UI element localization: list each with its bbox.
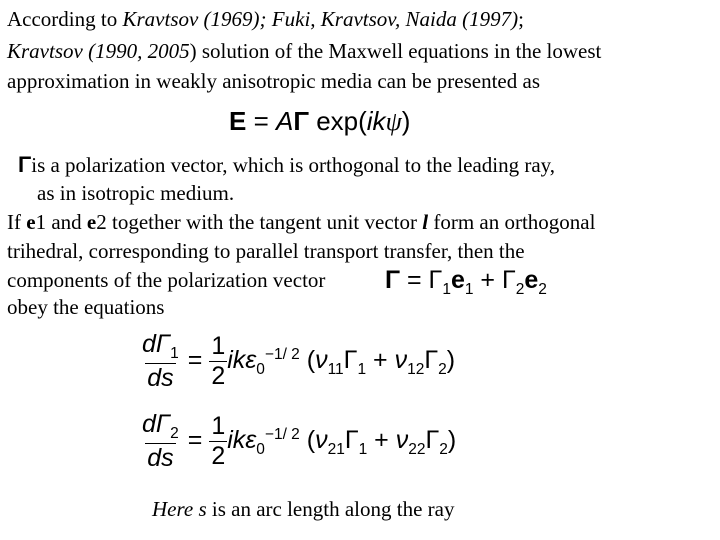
footer-note bbox=[152, 496, 454, 522]
isotropic-line: as in isotropic medium. bbox=[37, 181, 235, 205]
numerator-subscript: 1 bbox=[170, 345, 179, 362]
e1-subscript: 1 bbox=[464, 281, 474, 298]
open-paren: ( bbox=[306, 426, 316, 455]
text-if: If bbox=[7, 210, 27, 234]
intro-text: According to bbox=[7, 7, 123, 31]
fraction-numerator bbox=[140, 410, 181, 443]
e1-vector: e bbox=[450, 266, 465, 294]
amplitude: A bbox=[275, 106, 294, 136]
nu-1-subscript: 21 bbox=[327, 441, 345, 459]
open-paren: ( bbox=[306, 346, 316, 375]
nu-1: ν bbox=[315, 426, 328, 455]
ik-epsilon: ikε bbox=[227, 346, 257, 375]
intro-text: ) solution of the Maxwell equations in the lowest bbox=[189, 39, 602, 63]
derivative-fraction bbox=[140, 330, 181, 393]
plus-sign: + bbox=[367, 426, 396, 455]
gamma-vector: Γ bbox=[385, 266, 401, 294]
gamma-2: Γ bbox=[501, 266, 516, 294]
gamma-symbol: Γ bbox=[18, 152, 32, 177]
e1-vector: e bbox=[26, 210, 36, 234]
intro-line-2 bbox=[7, 38, 601, 64]
epsilon-subscript: 0 bbox=[256, 441, 265, 459]
close-paren: ) bbox=[446, 346, 456, 375]
nu-2: ν bbox=[395, 426, 409, 455]
e2-vector: e bbox=[524, 266, 539, 294]
gamma-2: Γ bbox=[425, 426, 440, 455]
intro-line-1 bbox=[7, 6, 524, 32]
equals-sign: = bbox=[246, 106, 276, 136]
half-numerator: 1 bbox=[211, 412, 226, 440]
equals-sign: = bbox=[187, 346, 203, 375]
ik-epsilon: ikε bbox=[227, 426, 257, 455]
citation: Kravtsov (1969); Fuki, Kravtsov, Naida (1997) bbox=[122, 7, 519, 31]
half-denominator: 2 bbox=[211, 362, 226, 390]
text-one: 1 and bbox=[35, 210, 87, 234]
gamma-vector: Γ bbox=[293, 106, 309, 136]
footer-italic: Here s bbox=[152, 497, 207, 521]
obey-line: obey the equations bbox=[7, 295, 165, 319]
fraction-denominator: ds bbox=[147, 444, 174, 472]
gamma-2-subscript: 2 bbox=[438, 361, 447, 379]
fraction-denominator: ds bbox=[147, 364, 174, 392]
if-line bbox=[7, 209, 595, 235]
epsilon-subscript: 0 bbox=[256, 361, 265, 379]
components-line: components of the polarization vector bbox=[7, 268, 326, 292]
psi-symbol: ψ bbox=[385, 107, 402, 136]
nu-1: ν bbox=[315, 346, 328, 375]
half-fraction bbox=[209, 412, 227, 471]
gamma-1: Γ bbox=[344, 426, 359, 455]
close-paren: ) bbox=[447, 426, 457, 455]
footer-text: is an arc length along the ray bbox=[206, 497, 455, 521]
nu-2-subscript: 12 bbox=[407, 361, 425, 379]
l-vector: l bbox=[422, 210, 429, 234]
polarization-text: is a polarization vector, which is orthogonal to the leading ray, bbox=[31, 153, 556, 177]
gamma-2-subscript: 2 bbox=[515, 281, 525, 298]
fraction-numerator bbox=[140, 330, 181, 363]
half-numerator: 1 bbox=[211, 332, 226, 360]
gamma-1: Γ bbox=[343, 346, 358, 375]
e2-subscript: 2 bbox=[538, 281, 547, 298]
text-b: form an orthogonal bbox=[428, 210, 596, 234]
intro-line-3: approximation in weakly anisotropic media can be presented as bbox=[7, 69, 540, 93]
gamma-1-subscript: 1 bbox=[358, 441, 368, 459]
plus-sign: + bbox=[473, 266, 502, 294]
gamma-1: Γ bbox=[428, 266, 443, 294]
numerator-text: dΓ bbox=[142, 410, 171, 438]
exp-function: exp( bbox=[308, 106, 367, 136]
numerator-text: dΓ bbox=[142, 330, 171, 358]
punctuation: ; bbox=[518, 7, 524, 31]
polarization-line bbox=[18, 152, 555, 178]
gamma-1-subscript: 1 bbox=[442, 281, 451, 298]
gamma-decomposition-equation bbox=[385, 266, 547, 299]
citation: Kravtsov (1990, 2005 bbox=[7, 39, 190, 63]
half-denominator: 2 bbox=[211, 442, 226, 470]
half-fraction bbox=[209, 332, 227, 391]
equals-sign: = bbox=[400, 266, 429, 294]
text-two: 2 together with the tangent unit vector bbox=[96, 210, 423, 234]
plus-sign: + bbox=[366, 346, 395, 375]
gamma-1-subscript: 1 bbox=[357, 361, 367, 379]
main-equation bbox=[229, 106, 410, 137]
exponent: −1/ 2 bbox=[264, 345, 300, 363]
e-vector: E bbox=[229, 106, 247, 136]
gamma-2: Γ bbox=[424, 346, 439, 375]
close-paren: ) bbox=[401, 106, 411, 136]
equation-2 bbox=[140, 410, 456, 473]
numerator-subscript: 2 bbox=[170, 425, 179, 442]
exponent: −1/ 2 bbox=[264, 425, 300, 443]
ik-term: ik bbox=[366, 106, 386, 136]
nu-2: ν bbox=[394, 346, 408, 375]
equals-sign: = bbox=[187, 426, 203, 455]
equation-1 bbox=[140, 330, 455, 393]
gamma-2-subscript: 2 bbox=[439, 441, 448, 459]
nu-1-subscript: 11 bbox=[327, 361, 344, 379]
e2-vector: e bbox=[86, 210, 97, 234]
nu-2-subscript: 22 bbox=[408, 441, 426, 459]
trihedral-line: trihedral, corresponding to parallel transport transfer, then the bbox=[7, 239, 525, 263]
derivative-fraction bbox=[140, 410, 181, 473]
